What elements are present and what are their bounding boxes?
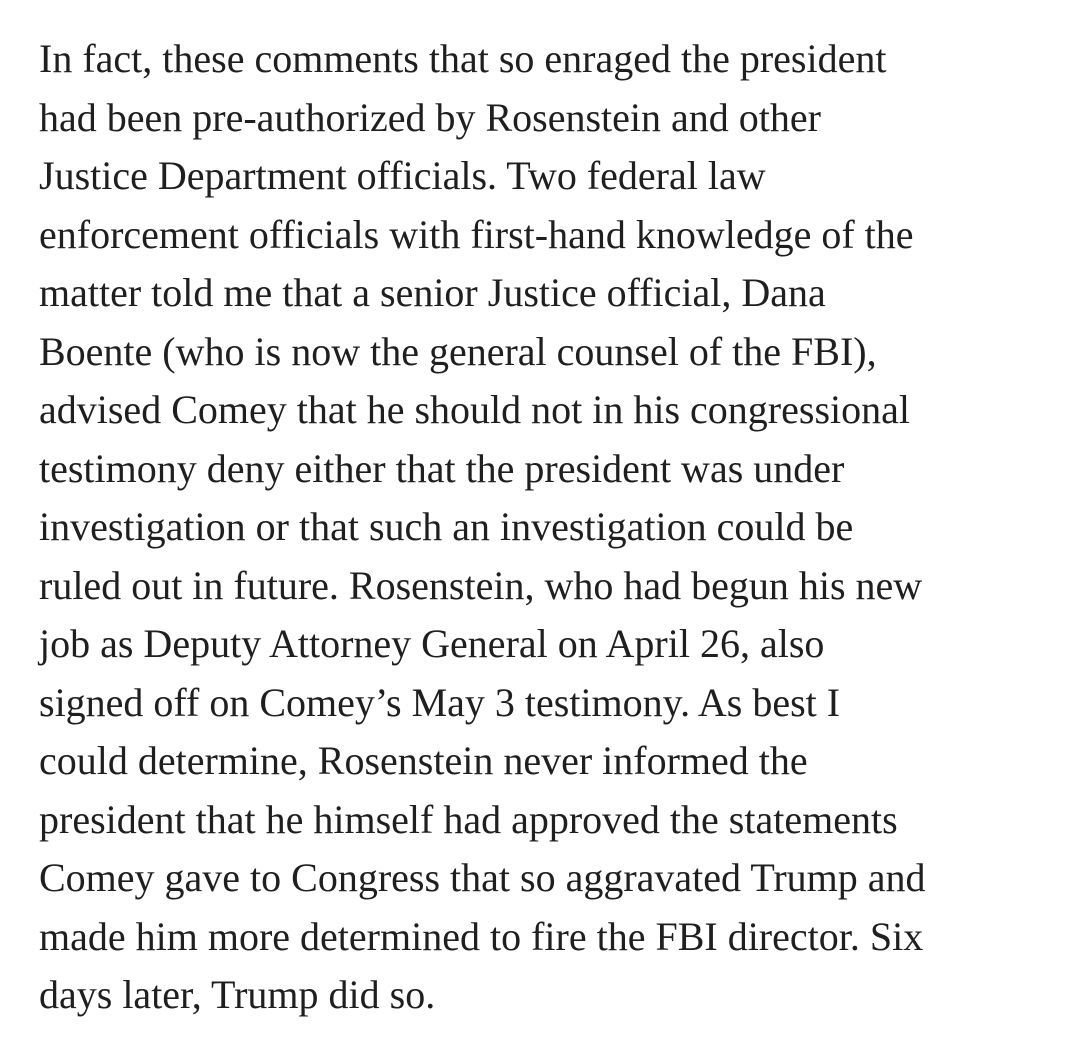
paragraph-line-17: days later, Trump did so. <box>39 972 436 1017</box>
paragraph-line-12: signed off on Comey’s May 3 testimony. As best I <box>39 679 841 725</box>
paragraph-line-16: made him more determined to fire the FBI director. Six <box>39 913 924 959</box>
paragraph-line-6: Boente (who is now the general counsel of the FBI), <box>39 328 877 374</box>
paragraph-line-4: enforcement officials with first-hand knowledge of the <box>39 211 914 257</box>
paragraph-line-10: ruled out in future. Rosenstein, who had begun his new <box>39 562 923 608</box>
paragraph-line-14: president that he himself had approved the statements <box>39 796 898 842</box>
paragraph-line-8: testimony deny either that the president was under <box>39 445 845 491</box>
paragraph-line-5: matter told me that a senior Justice official, Dana <box>39 270 826 315</box>
paragraph-line-15: Comey gave to Congress that so aggravated Trump and <box>39 855 926 900</box>
paragraph-line-1: In fact, these comments that so enraged the president <box>39 36 887 81</box>
paragraph-line-11: job as Deputy Attorney General on April 26, also <box>39 621 825 666</box>
article-paragraph <box>39 30 1059 1025</box>
paragraph-line-2: had been pre-authorized by Rosenstein and other <box>39 94 821 140</box>
paragraph-line-9: investigation or that such an investigation could be <box>39 504 854 549</box>
paragraph-line-13: could determine, Rosenstein never informed the <box>39 738 808 783</box>
paragraph-line-7: advised Comey that he should not in his congressional <box>39 387 910 432</box>
paragraph-line-3: Justice Department officials. Two federal law <box>39 153 766 198</box>
